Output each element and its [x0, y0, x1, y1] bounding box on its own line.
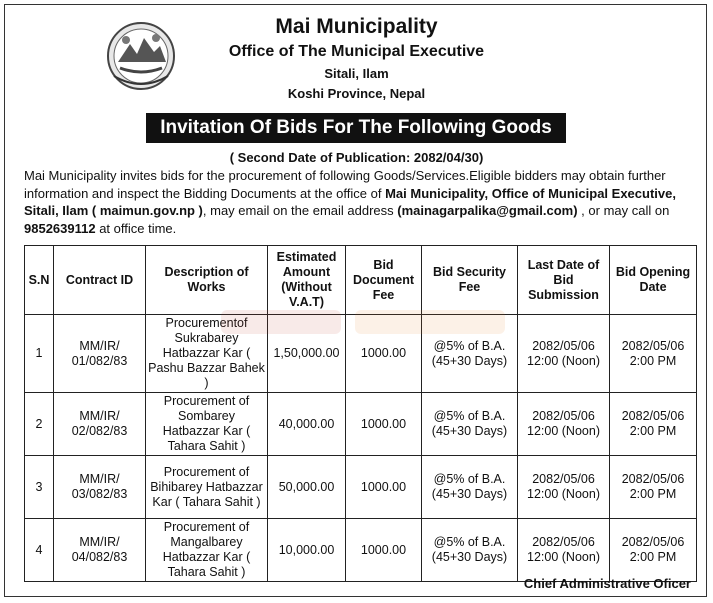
cell-security-fee: @5% of B.A. (45+30 Days): [422, 519, 518, 582]
table-row: [25, 393, 697, 456]
signoff-title: Chief Administrative Oficer: [523, 576, 691, 591]
table-header-row: [25, 246, 697, 315]
cell-opening-date: 2082/05/06 2:00 PM: [610, 393, 697, 456]
intro-text-2: , may email on the email address: [202, 203, 398, 218]
cell-contract-id: MM/IR/ 01/082/83: [54, 315, 146, 393]
cell-opening-date: 2082/05/06 2:00 PM: [610, 456, 697, 519]
office-address: Mai Municipality, Office of Municipal Executive, Sitali, Ilam ( maimun.gov.np ): [24, 185, 676, 218]
cell-last-date: 2082/05/06 12:00 (Noon): [518, 519, 610, 582]
cell-estimated-amount: 40,000.00: [268, 393, 346, 456]
col-header-description: Description of Works: [146, 246, 268, 315]
cell-last-date: 2082/05/06 12:00 (Noon): [518, 456, 610, 519]
bids-table: [24, 245, 697, 582]
cell-sn: 1: [25, 315, 54, 393]
location-line-1: Sitali, Ilam: [324, 66, 389, 81]
table-row: [25, 315, 697, 393]
col-header-last-date: Last Date of Bid Submission: [518, 246, 610, 315]
table-row: [25, 456, 697, 519]
cell-sn: 3: [25, 456, 54, 519]
cell-sn: 4: [25, 519, 54, 582]
cell-contract-id: MM/IR/ 02/082/83: [54, 393, 146, 456]
cell-sn: 2: [25, 393, 54, 456]
notice-title-banner: Invitation Of Bids For The Following Goods: [146, 113, 566, 143]
cell-opening-date: 2082/05/06 2:00 PM: [610, 315, 697, 393]
cell-document-fee: 1000.00: [346, 519, 422, 582]
cell-estimated-amount: 50,000.00: [268, 456, 346, 519]
publication-date: ( Second Date of Publication: 2082/04/30): [229, 150, 484, 165]
cell-security-fee: @5% of B.A. (45+30 Days): [422, 393, 518, 456]
email-address: (mainagarpalika@gmail.com): [397, 203, 578, 218]
col-header-document-fee: Bid Document Fee: [346, 246, 422, 315]
cell-estimated-amount: 10,000.00: [268, 519, 346, 582]
col-header-estimated-amount: Estimated Amount (Without V.A.T): [268, 246, 346, 315]
cell-document-fee: 1000.00: [346, 456, 422, 519]
cell-last-date: 2082/05/06 12:00 (Noon): [518, 393, 610, 456]
cell-description: Procurement of Mangalbarey Hatbazzar Kar ( Tahara Sahit ): [146, 519, 268, 582]
intro-text-1: Mai Municipality invites bids for the procurement of following Goods/Services.Eligible bidders may obtain further information and inspect the Bidding Documents at the office of: [24, 168, 666, 201]
phone-number: 9852639112: [24, 220, 96, 236]
intro-text-3: , or may call on: [577, 203, 670, 218]
cell-security-fee: @5% of B.A. (45+30 Days): [422, 315, 518, 393]
cell-document-fee: 1000.00: [346, 315, 422, 393]
cell-security-fee: @5% of B.A. (45+30 Days): [422, 456, 518, 519]
col-header-opening-date: Bid Opening Date: [610, 246, 697, 315]
location-line-2: Koshi Province, Nepal: [287, 86, 426, 101]
cell-opening-date: 2082/05/06 2:00 PM: [610, 519, 697, 582]
intro-text-4: at office time.: [95, 220, 177, 236]
municipality-name: Mai Municipality: [275, 15, 438, 38]
col-header-security-fee: Bid Security Fee: [422, 246, 518, 315]
col-header-contract-id: Contract ID: [54, 246, 146, 315]
col-header-sn: S.N: [25, 246, 54, 315]
office-name: Office of The Municipal Executive: [228, 43, 485, 60]
cell-last-date: 2082/05/06 12:00 (Noon): [518, 315, 610, 393]
intro-paragraph: [24, 167, 696, 237]
cell-estimated-amount: 1,50,000.00: [268, 315, 346, 393]
cell-description: Procurement of Bihibarey Hatbazzar Kar ( Tahara Sahit ): [146, 456, 268, 519]
cell-contract-id: MM/IR/ 03/082/83: [54, 456, 146, 519]
cell-document-fee: 1000.00: [346, 393, 422, 456]
cell-description: Procurement of Sombarey Hatbazzar Kar ( Tahara Sahit ): [146, 393, 268, 456]
table-row: [25, 519, 697, 582]
cell-contract-id: MM/IR/ 04/082/83: [54, 519, 146, 582]
cell-description: Procurementof Sukrabarey Hatbazzar Kar ( Pashu Bazzar Bahek ): [146, 315, 268, 393]
header: [0, 14, 713, 104]
